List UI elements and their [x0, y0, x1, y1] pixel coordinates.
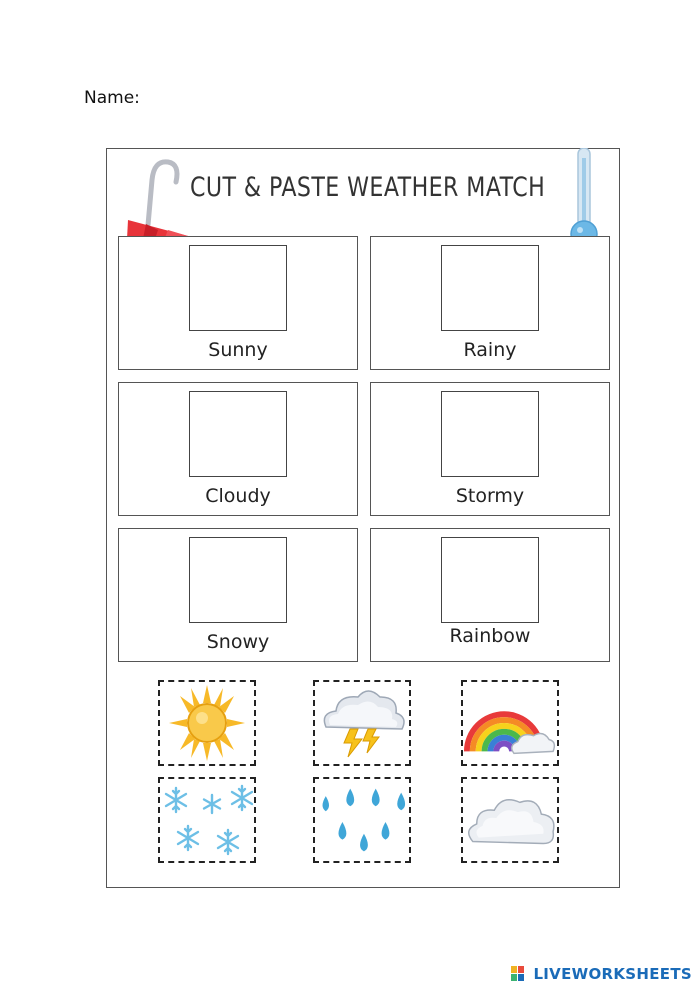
card-rainy: [370, 236, 610, 370]
rainbow-icon: [463, 688, 557, 758]
name-label: Name:: [84, 88, 140, 108]
page-title: CUT & PASTE WEATHER MATCH: [190, 172, 546, 203]
liveworksheets-logo-icon: [511, 966, 531, 982]
card-stormy: [370, 382, 610, 516]
paste-slot[interactable]: [441, 537, 539, 623]
paste-slot[interactable]: [189, 391, 287, 477]
paste-slot[interactable]: [189, 537, 287, 623]
card-label: Cloudy: [205, 485, 271, 507]
sun-icon: [165, 683, 249, 763]
paste-slot[interactable]: [441, 245, 539, 331]
card-label: Stormy: [455, 485, 525, 507]
card-label: Snowy: [206, 631, 270, 653]
snowflakes-icon: [160, 778, 254, 862]
card-sunny: [118, 236, 358, 370]
cloud-icon: [463, 790, 557, 850]
cutout-rainbow[interactable]: [461, 680, 559, 766]
card-label: Sunny: [208, 339, 268, 361]
paste-slot[interactable]: [441, 391, 539, 477]
card-cloudy: [118, 382, 358, 516]
storm-cloud-icon: [316, 683, 408, 763]
cutout-snow[interactable]: [158, 777, 256, 863]
brand-text: LIVEWORKSHEETS: [533, 965, 692, 983]
cutout-storm[interactable]: [313, 680, 411, 766]
card-snowy: [118, 528, 358, 662]
paste-slot[interactable]: [189, 245, 287, 331]
cutout-rain[interactable]: [313, 777, 411, 863]
raindrops-icon: [315, 778, 409, 862]
brand-logo[interactable]: [511, 965, 692, 983]
card-label: Rainbow: [449, 625, 531, 647]
cutout-cloud[interactable]: [461, 777, 559, 863]
cutout-sun[interactable]: [158, 680, 256, 766]
card-label: Rainy: [463, 339, 517, 361]
card-rainbow: [370, 528, 610, 662]
